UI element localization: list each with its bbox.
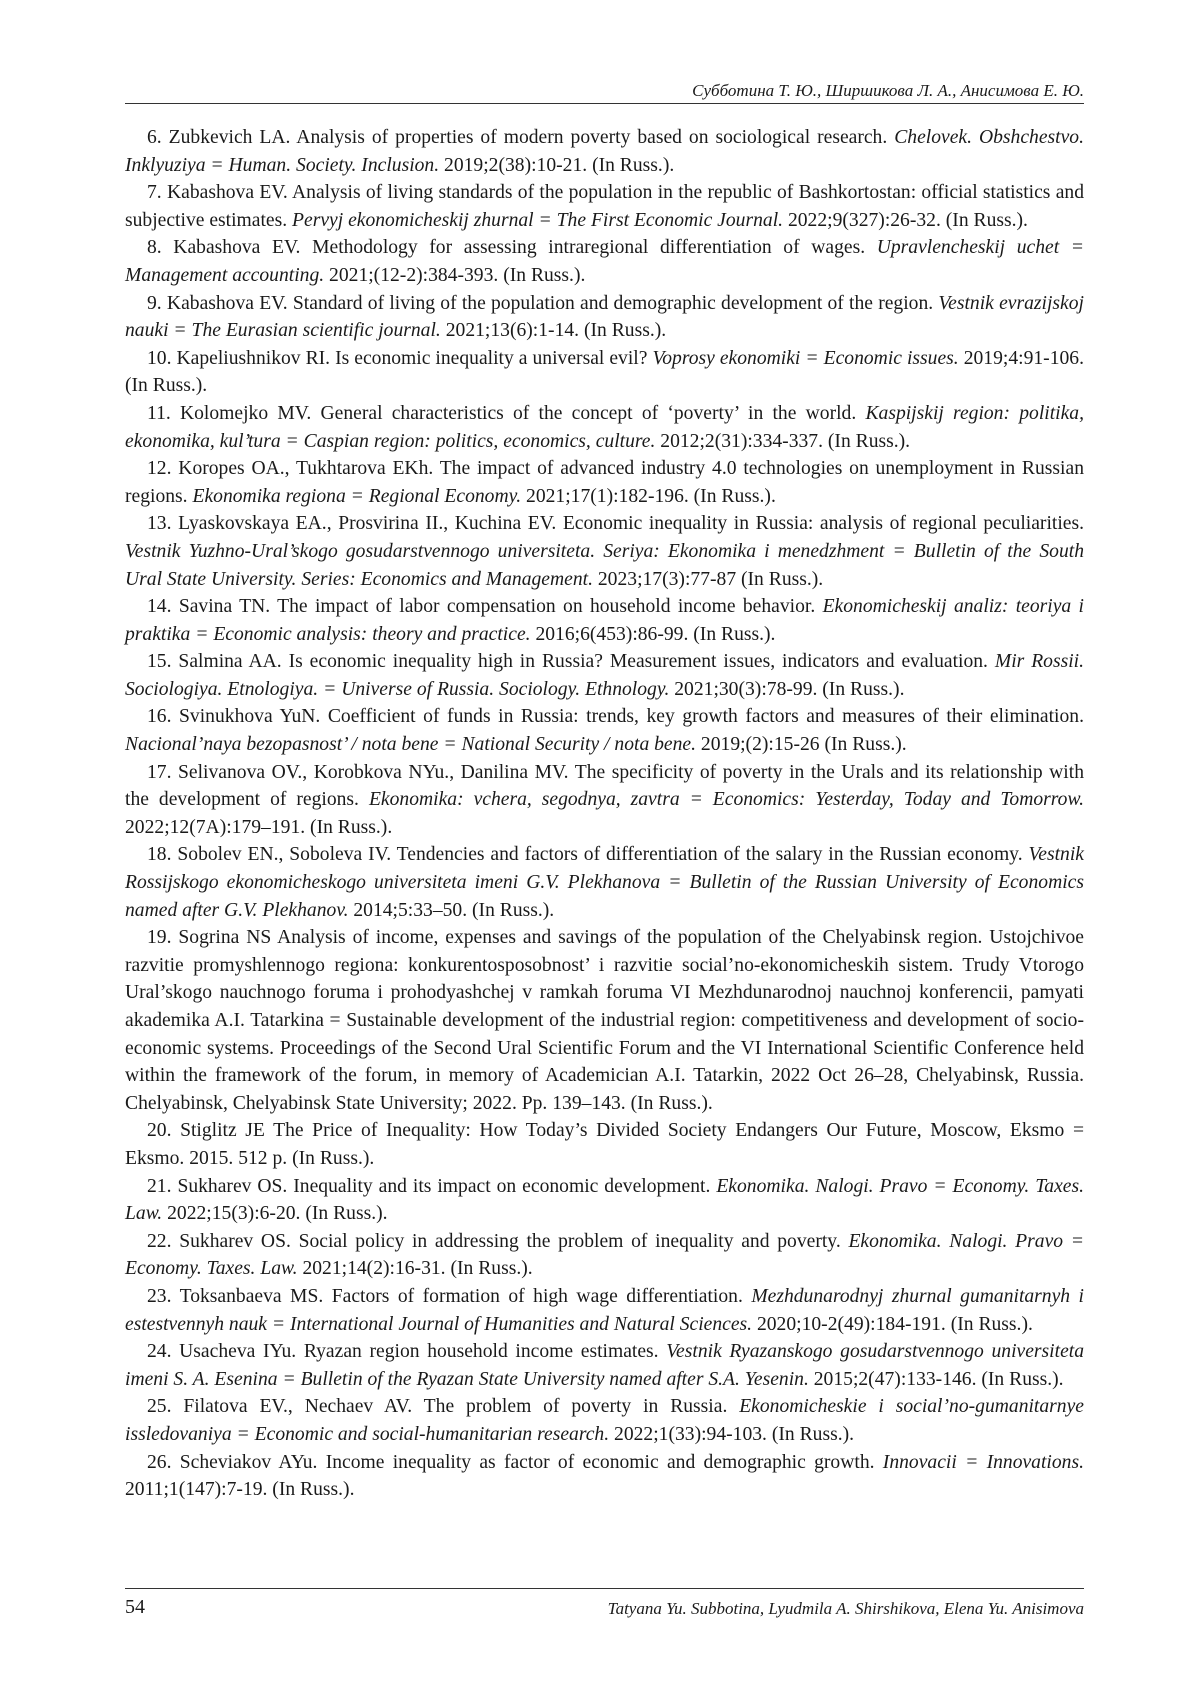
reference-details: 2014;5:33–50. (In Russ.). [348, 899, 555, 921]
reference-item [125, 510, 1084, 593]
reference-text: 22. Sukharev OS. Social policy in addressing the problem of inequality and poverty. [147, 1230, 849, 1252]
reference-journal: Vestnik evrazijskoj nauki = The Eurasian scientific journal. [125, 292, 1084, 342]
reference-details: 2022;15(3):6-20. (In Russ.). [162, 1203, 388, 1225]
reference-list [125, 124, 1084, 1504]
reference-details: 2020;10-2(49):184-191. (In Russ.). [752, 1313, 1033, 1335]
reference-text: 24. Usacheva IYu. Ryazan region household income estimates. [147, 1341, 667, 1363]
page-number: 54 [125, 1596, 145, 1618]
reference-details: 2021;13(6):1-14. (In Russ.). [440, 320, 667, 342]
reference-details: 2021;30(3):78-99. (In Russ.). [669, 678, 905, 700]
reference-details: 2019;4:91-106. (In Russ.). [125, 347, 1084, 397]
reference-item [125, 234, 1084, 289]
reference-text: 19. Sogrina NS Analysis of income, expenses and savings of the population of the Chelyabinsk region. Ustojchivoe razvitie promyshlennogo regiona: konkurentosposobnost’ i razvitie social’no-ekonomicheskih sistem. Trudy Vtorogo Ural’skogo nauchnogo foruma i prohodyashchej v ramkah foruma VI Mezhdunarodnoj nauchnoj konferencii, pamyati akademika A.I. Tatarkina = Sustainable development of the industrial region: competitiveness and development of socio-economic systems. Proceedings of the Second Ural Scientific Forum and the VI International Scientific Conference held within the framework of the forum, in memory of Academician A.I. Tatarkin, 2022 Oct 26–28, Chelyabinsk, Russia. Chelyabinsk, Chelyabinsk State University; 2022. Pp. 139–143. (In Russ.). [125, 927, 1084, 1114]
reference-item [125, 648, 1084, 703]
reference-journal: Ekonomika. Nalogi. Pravo = Economy. Taxes. Law. [125, 1175, 1085, 1225]
reference-details: 2016;6(453):86-99. (In Russ.). [530, 623, 776, 645]
reference-text: 6. Zubkevich LA. Analysis of properties of modern poverty based on sociological research. [147, 127, 895, 148]
reference-details: 2022;9(327):26-32. (In Russ.). [783, 209, 1028, 231]
reference-journal: Upravlencheskij uchet = Management accounting. [125, 237, 1084, 286]
reference-text: 16. Svinukhova YuN. Coefficient of funds in Russia: trends, key growth factors and measures of their elimination. [147, 706, 1084, 728]
reference-text: 23. Toksanbaeva MS. Factors of formation of high wage differentiation. [147, 1285, 752, 1307]
reference-journal: Vestnik Ryazanskogo gosudarstvennogo universiteta imeni S. A. Esenina = Bulletin of the Ryazan State University named after S.A. Yesenin. [125, 1341, 1085, 1390]
reference-details: 2022;1(33):94-103. (In Russ.). [609, 1423, 855, 1445]
reference-item [125, 345, 1084, 400]
reference-journal: Kaspijskij region: politika, ekonomika, kul’tura = Caspian region: politics, economics, culture. [125, 402, 1084, 452]
reference-details: 2011;1(147):7-19. (In Russ.). [125, 1479, 355, 1501]
reference-journal: Ekonomicheskie i social’no-gumanitarnye issledovaniya = Economic and social-humanitarian research. [125, 1396, 1084, 1445]
reference-item [125, 290, 1084, 345]
footer-rule [125, 1588, 1084, 1589]
reference-item [125, 759, 1084, 842]
reference-journal: Ekonomika regiona = Regional Economy. [192, 485, 522, 507]
reference-journal: Chelovek. Obshchestvo. Inklyuziya = Human. Society. Inclusion. [125, 127, 1084, 176]
reference-text: 14. Savina TN. The impact of labor compensation on household income behavior. [147, 596, 823, 618]
reference-details: 2021;14(2):16-31. (In Russ.). [297, 1258, 533, 1280]
reference-item [125, 124, 1084, 179]
reference-text: 12. Koropes OA., Tukhtarova EKh. The impact of advanced industry 4.0 technologies on unemployment in Russian regions. [125, 458, 1084, 507]
reference-text: 8. Kabashova EV. Methodology for assessing intraregional differentiation of wages. [147, 237, 877, 259]
reference-item [125, 455, 1084, 510]
reference-details: 2021;(12-2):384-393. (In Russ.). [324, 264, 586, 286]
reference-details: 2015;2(47):133-146. (In Russ.). [808, 1368, 1064, 1390]
reference-text: 26. Scheviakov AYu. Income inequality as factor of economic and demographic growth. [147, 1451, 883, 1473]
reference-item [125, 1393, 1084, 1448]
reference-text: 21. Sukharev OS. Inequality and its impact on economic development. [147, 1175, 717, 1197]
running-footer-authors: Tatyana Yu. Subbotina, Lyudmila A. Shirshikova, Elena Yu. Anisimova [607, 1599, 1084, 1618]
header-rule [125, 103, 1084, 104]
reference-details: 2023;17(3):77-87 (In Russ.). [592, 568, 824, 590]
reference-item [125, 1449, 1084, 1504]
reference-text: 13. Lyaskovskaya EA., Prosvirina II., Kuchina EV. Economic inequality in Russia: analysis of regional peculiarities. [147, 513, 1084, 535]
reference-journal: Voprosy ekonomiki = Economic issues. [652, 347, 959, 369]
reference-journal: Mir Rossii. Sociologiya. Etnologiya. = Universe of Russia. Sociology. Ethnology. [125, 651, 1085, 700]
reference-item [125, 1338, 1084, 1393]
reference-item [125, 1283, 1084, 1338]
reference-item [125, 924, 1084, 1117]
reference-text: 15. Salmina AA. Is economic inequality high in Russia? Measurement issues, indicators and evaluation. [147, 651, 995, 673]
reference-item [125, 841, 1084, 924]
reference-journal: Nacional’naya bezopasnost’ / nota bene = National Security / nota bene. [125, 734, 697, 756]
reference-text: 17. Selivanova OV., Korobkova NYu., Danilina MV. The specificity of poverty in the Urals and its relationship with the development of regions. [125, 761, 1084, 811]
reference-journal: Ekonomicheskij analiz: teoriya i praktika = Economic analysis: theory and practice. [125, 596, 1084, 645]
reference-journal: Vestnik Rossijskogo ekonomicheskogo universiteta imeni G.V. Plekhanova = Bulletin of the Russian University of Economics named after G.V. Plekhanov. [125, 844, 1084, 921]
reference-journal: Innovacii = Innovations. [882, 1451, 1084, 1473]
reference-item [125, 400, 1084, 455]
reference-details: 2019;2(38):10-21. (In Russ.). [439, 154, 675, 176]
reference-item [125, 703, 1084, 758]
reference-text: 18. Sobolev EN., Soboleva IV. Tendencies and factors of differentiation of the salary in the Russian economy. [147, 844, 1029, 866]
reference-journal: Pervyj ekonomicheskij zhurnal = The First Economic Journal. [292, 209, 784, 231]
running-header: Субботина Т. Ю., Ширшикова Л. А., Анисимова Е. Ю. [692, 81, 1084, 100]
reference-item [125, 179, 1084, 234]
reference-details: 2019;(2):15-26 (In Russ.). [696, 734, 907, 756]
reference-journal: Mezhdunarodnyj zhurnal gumanitarnyh i estestvennyh nauk = International Journal of Humanities and Natural Sciences. [125, 1285, 1085, 1335]
reference-item [125, 593, 1084, 648]
reference-text: 20. Stiglitz JE The Price of Inequality: How Today’s Divided Society Endangers Our Future, Moscow, Eksmo = Eksmo. 2015. 512 p. (In Russ.). [125, 1120, 1084, 1169]
reference-details: 2012;2(31):334-337. (In Russ.). [655, 430, 911, 452]
reference-journal: Ekonomika: vchera, segodnya, zavtra = Economics: Yesterday, Today and Tomorrow. [368, 789, 1084, 811]
reference-text: 9. Kabashova EV. Standard of living of the population and demographic development of the region. [147, 292, 939, 314]
reference-item [125, 1173, 1084, 1228]
reference-item [125, 1228, 1084, 1283]
reference-journal: Vestnik Yuzhno-Ural’skogo gosudarstvennogo universiteta. Seriya: Ekonomika i menedzhment = Bulletin of the South Ural State University. Series: Economics and Management. [125, 540, 1084, 590]
reference-details: 2022;12(7A):179–191. (In Russ.). [125, 816, 393, 838]
reference-text: 7. Kabashova EV. Analysis of living standards of the population in the republic of Bashkortostan: official statistics and subjective estimates. [125, 182, 1084, 231]
reference-details: 2021;17(1):182-196. (In Russ.). [521, 485, 776, 507]
reference-item [125, 1117, 1084, 1172]
reference-text: 10. Kapeliushnikov RI. Is economic inequality a universal evil? [147, 347, 653, 369]
reference-text: 11. Kolomejko MV. General characteristics of the concept of ‘poverty’ in the world. [147, 402, 866, 424]
reference-journal: Ekonomika. Nalogi. Pravo = Economy. Taxes. Law. [125, 1230, 1084, 1280]
reference-text: 25. Filatova EV., Nechaev AV. The problem of poverty in Russia. [147, 1396, 740, 1418]
